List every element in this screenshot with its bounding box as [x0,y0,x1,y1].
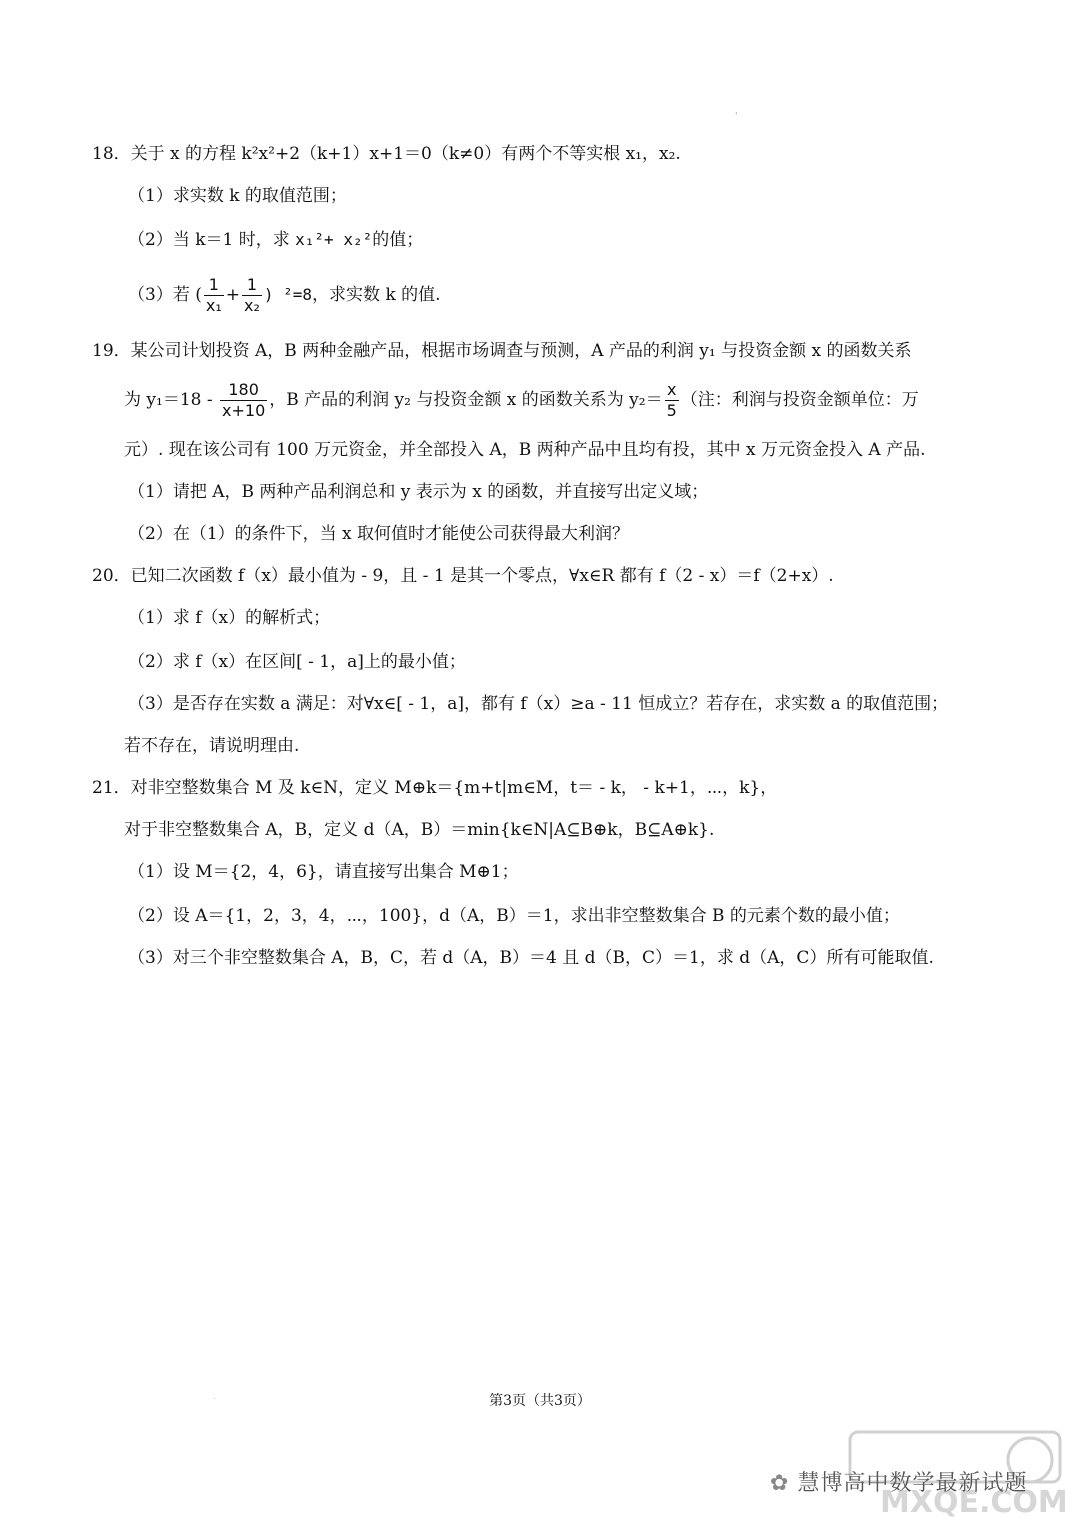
q18-frac2-den: x₂ [244,296,260,315]
q19-line2-pre: 为 y₁＝18 - [124,390,219,410]
q19-frac1-num: 180 [220,380,267,401]
q21-definition: 对于非空整数集合 A，B，定义 d（A，B）＝min{k∈N|A⊆B⊕k，B⊆A⊕k}. [124,820,715,840]
q19-part1: （1）请把 A，B 两种产品利润总和 y 表示为 x 的函数，并直接写出定义域； [128,482,709,502]
q20-part3: （3）是否存在实数 a 满足：对∀x∈[ - 1，a]，都有 f（x）≥a - 11 恒成立？若存在，求实数 a 的取值范围； [128,694,949,714]
q21-part3: （3）对三个非空整数集合 A，B，C，若 d（A，B）＝4 且 d（B，C）＝1，求 d（A，C）所有可能取值. [128,948,934,968]
watermark-logo-text: MXQE.COM [880,1485,1068,1520]
page-footer: 第3页（共3页） [489,1393,591,1409]
q19-line2 [124,378,919,422]
q18-part2-math: x₁²+ x₂² [295,230,373,249]
q18-part2-pre: （2）当 k＝1 时，求 [128,230,296,250]
q19-frac1-den: x+10 [222,401,266,420]
q19-frac2-num: x [665,380,679,401]
q18-frac2 [242,275,262,316]
q19-line2-post: （注：利润与投资金额单位：万 [680,390,919,410]
q18-frac1-den: x₁ [205,296,222,315]
q20-part3-cont: 若不存在，请说明理由. [124,736,300,756]
q18-part3 [128,272,441,318]
q19-part2: （2）在（1）的条件下，当 x 取何值时才能使公司获得最大利润？ [128,524,630,544]
q19-frac2 [665,380,679,421]
q21-part2: （2）设 A＝{1，2，3，4，⋯，100}，d（A，B）＝1，求出非空整数集合 B 的元素个数的最小值； [128,906,900,926]
q20-part2: （2）求 f（x）在区间[ - 1，a]上的最小值； [128,652,466,672]
q18-part3-post: ，求实数 k 的值. [312,285,441,305]
scan-dot: . [213,1392,216,1401]
scan-mark: ' [735,112,738,122]
q19-frac1 [220,380,267,421]
q18-part3-tail: ) ²=8 [263,285,313,304]
q18-part2 [128,228,423,252]
q19-frac2-den: 5 [666,401,677,420]
q18-frac1-num: 1 [204,275,224,296]
q18-frac1 [204,275,224,316]
q18-part3-plus: + [225,285,240,305]
q18-frac2-num: 1 [242,275,262,296]
q18-part2-post: 的值； [372,230,424,250]
watermark-label: 慧博高中数学最新试题 [797,1471,1028,1496]
q19-line1: 19．某公司计划投资 A，B 两种金融产品，根据市场调查与预测，A 产品的利润 y₁ 与投资金额 x 的函数关系 [92,341,912,361]
q21-part1: （1）设 M＝{2，4，6}，请直接写出集合 M⊕1； [128,862,519,882]
watermark-text [770,1466,1027,1497]
q19-line2-mid: ，B 产品的利润 y₂ 与投资金额 x 的函数关系为 y₂＝ [269,390,663,410]
wechat-icon: ✿ [770,1471,790,1496]
q20-stem: 20．已知二次函数 f（x）最小值为 - 9，且 - 1 是其一个零点，∀x∈R 都有 f（2 - x）＝f（2+x）. [92,566,834,586]
q18-part1: （1）求实数 k 的取值范围； [128,186,347,206]
q19-line3: 元）. 现在该公司有 100 万元资金，并全部投入 A，B 两种产品中且均有投，其中 x 万元资金投入 A 产品. [124,440,926,460]
q18-stem: 18．关于 x 的方程 k²x²+2（k+1）x+1＝0（k≠0）有两个不等实根 x₁，x₂. [92,144,681,164]
q21-stem: 21．对非空整数集合 M 及 k∈N，定义 M⊕k＝{m+t|m∈M，t＝ - k， - k+1，⋯，k}， [92,778,778,798]
q20-part1: （1）求 f（x）的解析式； [128,608,331,628]
q18-part3-pre: （3）若 ( [128,285,202,305]
